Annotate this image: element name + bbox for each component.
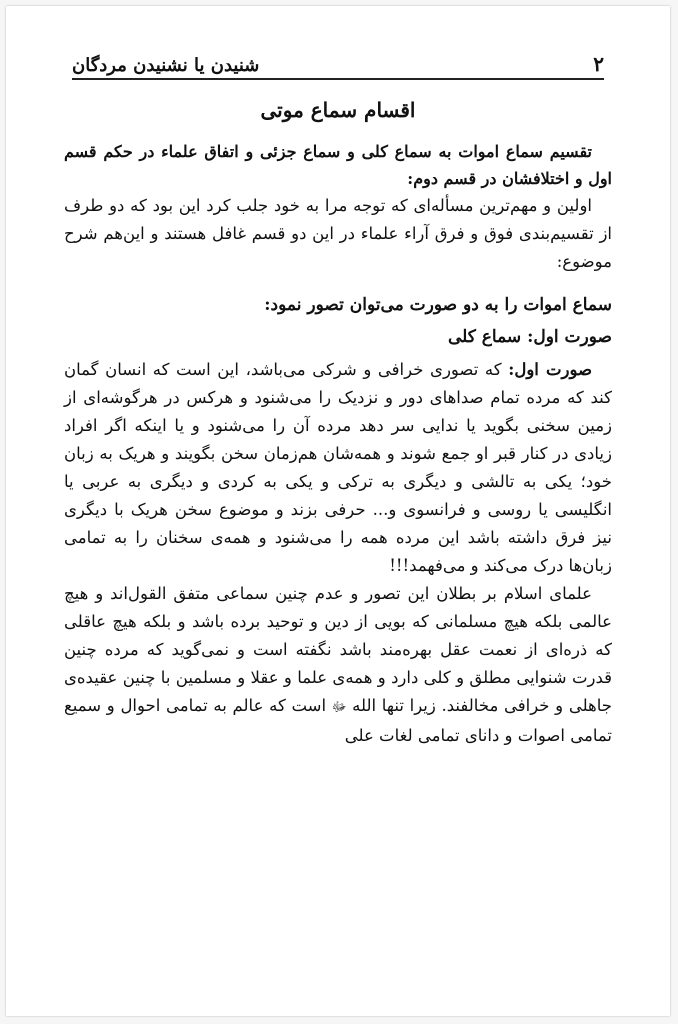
subheading: سماع اموات را به دو صورت می‌توان تصور نمود: [264,295,612,315]
closing-paragraph [64,580,612,750]
section-title: اقسام سماع موتی [260,98,416,122]
honorific-glyph: ﷻ [331,700,347,715]
document-page [6,6,670,1016]
page-number: ۲ [593,52,604,76]
closing-text-after: است که عالم به تمامی احوال و سمیع تمامی اصوات و دانای تمامی لغات علی [64,696,612,745]
case-heading: صورت اول: سماع کلی [447,327,612,347]
case-text: که تصوری خرافی و شرکی می‌باشد، این است که انسان گمان کند که مرده تمام صداهای دور و نزدیک را می‌شنود و هرکس در هرگوشه‌ای از زمین سخنی بگوید یا ندایی سر دهد مرده آن را می‌شنود و یا اینکه اگر افراد زیادی در کنار قبر او جمع شوند و همه‌شان هم‌زمان سخن بگویند و هریک به زبان خود؛ یکی به تالشی و دیگری به ترکی و یکی به کردی و دیگری به عربی یا انگلیسی یا روسی و فرانسوی و... حرفی بزند و موضوع سخن هریک با دیگری نیز فرق داشته باشد این مرده همه را می‌شنود و همه‌ی سخنان را به تمامی زبان‌ها درک می‌کند و می‌فهمد!!! [64,360,612,575]
case-label: صورت اول: [508,360,592,379]
running-title: شنیدن یا نشنیدن مردگان [72,55,260,76]
lead-paragraph: تقسیم سماع اموات به سماع کلی و سماع جزئی و اتفاق علماء در حکم قسم اول و اختلافشان در قسم دوم: [64,142,612,188]
page-body [64,98,612,750]
case-paragraph [64,356,612,580]
page-header [72,42,604,80]
intro-paragraph: اولین و مهم‌ترین مسأله‌ای که توجه مرا به خود جلب کرد این بود که دو طرف از تقسیم‌بندی فوق و فرق آراء علماء در این دو قسم غافل هستند و این‌هم شرح موضوع: [64,196,612,271]
closing-text-before: علمای اسلام بر بطلان این تصور و عدم چنین سماعی متفق القول‌اند و هیچ عالمی بلکه هیچ مسلمانی که بویی از دین و توحید برده باشد و بلکه هیچ عاقلی که ذره‌ای از نعمت عقل بهره‌مند باشد نگفته است و نمی‌گوید که مرده چنین قدرت شنوایی مطلق و کلی دارد و همه‌ی علما و عقلا و مسلمین با چنین عقیده‌ی جاهلی و خرافی مخالفند. زیرا تنها الله [64,584,612,715]
